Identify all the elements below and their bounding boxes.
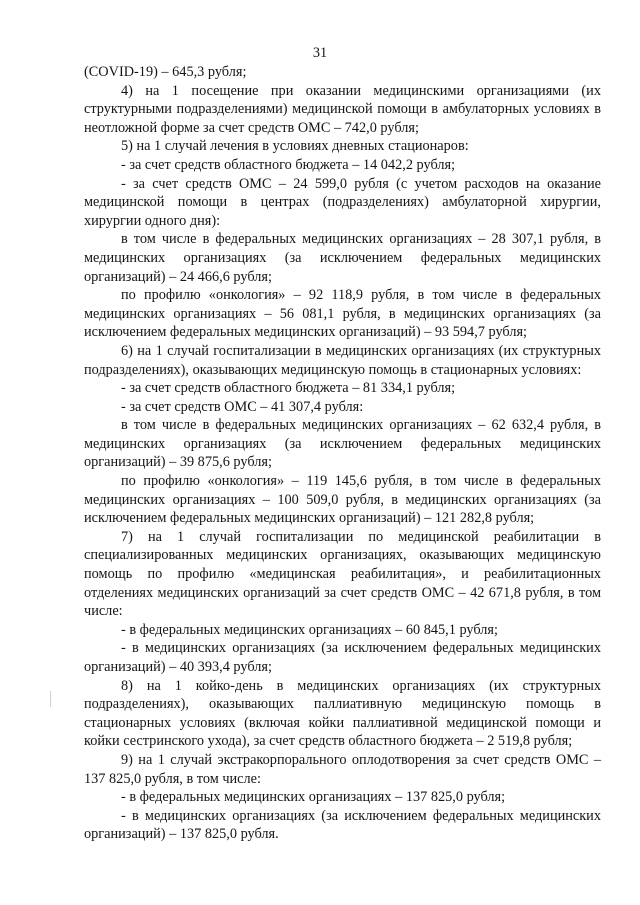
paragraph: - за счет средств ОМС – 24 599,0 рубля (с учетом расходов на оказание медицинской помощи в центрах (подразделениях) амбулаторной хирургии, хирургии одного дня): — [84, 175, 601, 229]
paragraph: 4) на 1 посещение при оказании медицинскими организациями (их структурными подразделениями) медицинской помощи в амбулаторных условиях в неотложной форме за счет средств ОМС – 742,0 рубля; — [84, 82, 601, 136]
paragraph: 5) на 1 случай лечения в условиях дневных стационаров: — [121, 138, 469, 155]
paragraph: - за счет средств областного бюджета – 81 334,1 рубля; — [121, 380, 456, 397]
paragraph: по профилю «онкология» – 92 118,9 рубля, в том числе в федеральных медицинских организациях – 56 081,1 рубля, в медицинских организациях (за исключением федеральных медицинских организаций) – 93 594,7 рубля; — [84, 287, 601, 341]
document-body — [84, 63, 601, 844]
paragraph: - в медицинских организациях (за исключением федеральных медицинских организаций) – 40 393,4 рубля; — [84, 640, 601, 675]
paragraph: в том числе в федеральных медицинских организациях – 28 307,1 рубля, в медицинских организациях (за исключением федеральных медицинских организаций) – 24 466,6 рубля; — [84, 231, 601, 285]
paragraph: 9) на 1 случай экстракорпорального оплодотворения за счет средств ОМС – 137 825,0 рубля, в том числе: — [84, 751, 601, 787]
paragraph: по профилю «онкология» – 119 145,6 рубля, в том числе в федеральных медицинских организациях – 100 509,0 рубля, в медицинских организациях (за исключением федеральных медицинских организаций) – 121 282,8 рубля; — [84, 473, 601, 527]
paragraph: - в федеральных медицинских организациях – 60 845,1 рубля; — [121, 621, 498, 638]
scan-mark — [50, 691, 51, 707]
paragraph: 6) на 1 случай госпитализации в медицинских организациях (их структурных подразделениях), оказывающих медицинскую помощь в стационарных условиях: — [84, 342, 601, 378]
paragraph: - в медицинских организациях (за исключением федеральных медицинских организаций) – 137 825,0 рубля. — [84, 807, 601, 843]
paragraph: 8) на 1 койко-день в медицинских организациях (их структурных подразделениях), оказывающих паллиативную медицинскую помощь в стационарных условиях (включая койки паллиативной медицинской помощи и койки сестринского ухода), за счет средств областного бюджета – 2 519,8 рубля; — [84, 677, 601, 750]
page-number: 31 — [312, 45, 328, 61]
paragraph: - за счет средств областного бюджета – 14 042,2 рубля; — [121, 156, 456, 173]
paragraph: в том числе в федеральных медицинских организациях – 62 632,4 рубля, в медицинских организациях (за исключением федеральных медицинских организаций) – 39 875,6 рубля; — [84, 417, 601, 471]
paragraph: (COVID-19) – 645,3 рубля; — [84, 64, 247, 80]
paragraph: - за счет средств ОМС – 41 307,4 рубля: — [121, 398, 364, 415]
paragraph: - в федеральных медицинских организациях – 137 825,0 рубля; — [121, 789, 506, 806]
paragraph: 7) на 1 случай госпитализации по медицинской реабилитации в специализированных медицинских организациях, оказывающих медицинскую помощь по профилю «медицинская реабилитация», и реабилитационных отделениях медицинских организаций за счет средств ОМС – 42 671,8 рубля, в том числе: — [84, 528, 601, 620]
